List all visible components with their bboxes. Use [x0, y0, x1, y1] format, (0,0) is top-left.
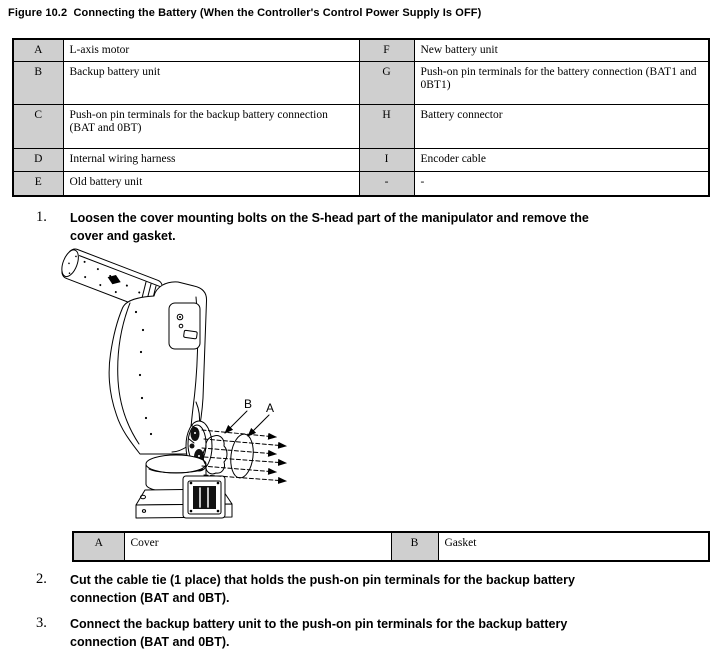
part-key-cell: A	[13, 39, 63, 61]
figure-title: Figure 10.2 Connecting the Battery (When the Controller's Control Power Supply Is OFF)	[8, 7, 482, 19]
body-side-panel	[169, 303, 200, 349]
step-number: 3.	[36, 615, 47, 631]
part-desc-cell: New battery unit	[414, 39, 709, 61]
part-key-cell: F	[359, 39, 414, 61]
part-desc-cell: Push-on pin terminals for the backup battery connection (BAT and 0BT)	[63, 104, 359, 148]
part-desc-cell: Gasket	[438, 532, 709, 561]
part-desc-cell: Old battery unit	[63, 171, 359, 196]
step-text	[70, 616, 710, 651]
step-line: cover and gasket.	[70, 228, 176, 243]
part-key-cell: G	[359, 61, 414, 104]
step-text	[70, 572, 710, 607]
part-desc-cell: -	[414, 171, 709, 196]
label-letter-a: A	[266, 401, 275, 415]
part-label-b	[225, 397, 252, 433]
part-key-cell: E	[13, 171, 63, 196]
part-key-cell: -	[359, 171, 414, 196]
step-line: connection (BAT and 0BT).	[70, 590, 230, 605]
part-desc-cell: Battery connector	[414, 104, 709, 148]
part-key-cell: A	[73, 532, 124, 561]
part-key-cell: C	[13, 104, 63, 148]
connector-box	[183, 476, 225, 518]
part-desc-cell: Encoder cable	[414, 148, 709, 171]
legend-table	[12, 38, 710, 197]
part-desc-cell: Push-on pin terminals for the battery connection (BAT1 and 0BT1)	[414, 61, 709, 104]
part-key-cell: B	[13, 61, 63, 104]
label-letter-b: B	[244, 397, 253, 411]
table-row	[13, 148, 709, 171]
part-desc-cell: Internal wiring harness	[63, 148, 359, 171]
table-row	[13, 171, 709, 196]
part-key-cell: D	[13, 148, 63, 171]
cover-shape	[228, 433, 255, 479]
step-line: Loosen the cover mounting bolts on the S-head part of the manipulator and remove the	[70, 211, 589, 225]
table-row	[13, 39, 709, 61]
step-line: Connect the backup battery unit to the push-on pin terminals for the backup battery	[70, 617, 568, 631]
table-row	[13, 61, 709, 104]
part-key-cell: B	[391, 532, 438, 561]
part-desc-cell: Backup battery unit	[63, 61, 359, 104]
step-line: Cut the cable tie (1 place) that holds the push-on pin terminals for the backup battery	[70, 573, 575, 587]
table-row	[13, 104, 709, 148]
step-number: 2.	[36, 571, 47, 587]
step-line: connection (BAT and 0BT).	[70, 634, 230, 649]
step-number: 1.	[36, 209, 47, 225]
part-key-cell: I	[359, 148, 414, 171]
part-desc-cell: L-axis motor	[63, 39, 359, 61]
table-row	[73, 532, 709, 561]
part-key-cell: H	[359, 104, 414, 148]
part-desc-cell: Cover	[124, 532, 391, 561]
robot-manipulator-illustration	[50, 240, 350, 530]
caption-table	[72, 531, 710, 562]
